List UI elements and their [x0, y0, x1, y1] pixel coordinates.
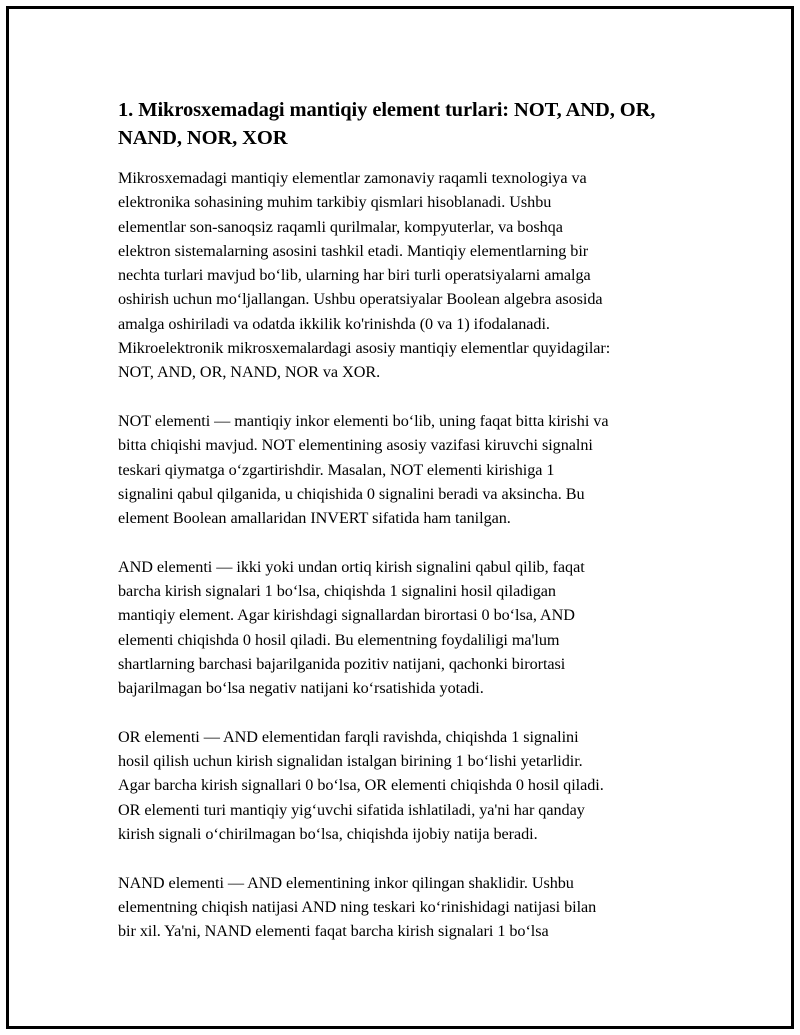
- text-line: kirish signali o‘chirilmagan bo‘lsa, chiqishda ijobiy natija beradi.: [118, 825, 538, 844]
- heading-line: NAND, NOR, XOR: [118, 127, 288, 149]
- text-line: shartlarning barchasi bajarilganida pozitiv natijani, qachonki birortasi: [118, 654, 566, 673]
- text-line: Mikroelektronik mikrosxemalardagi asosiy mantiqiy elementlar quyidagilar:: [118, 339, 611, 358]
- text-line: nechta turlari mavjud bo‘lib, ularning har biri turli operatsiyalarni amalga: [118, 266, 591, 285]
- heading-line: 1. Mikrosxemadagi mantiqiy element turlari: NOT, AND, OR,: [118, 99, 656, 121]
- paragraph-nand: [118, 871, 683, 944]
- paragraph-and: [118, 555, 683, 701]
- text-line: hosil qilish uchun kirish signalidan istalgan birining 1 bo‘lishi yetarlidir.: [118, 752, 583, 771]
- text-line: Agar barcha kirish signallari 0 bo‘lsa, OR elementi chiqishda 0 hosil qiladi.: [118, 776, 604, 795]
- text-line: bitta chiqishi mavjud. NOT elementining asosiy vazifasi kiruvchi signalni: [118, 436, 593, 455]
- text-line: bajarilmagan bo‘lsa negativ natijani ko‘rsatishida yotadi.: [118, 679, 484, 698]
- text-line: barcha kirish signalari 1 bo‘lsa, chiqishda 1 signalini hosil qiladigan: [118, 582, 556, 601]
- text-line: signalini qabul qilganida, u chiqishida 0 signalini beradi va aksincha. Bu: [118, 484, 585, 503]
- text-line: NOT elementi — mantiqiy inkor elementi bo‘lib, uning faqat bitta kirishi va: [118, 411, 609, 430]
- text-line: teskari qiymatga o‘zgartirishdir. Masalan, NOT elementi kirishiga 1: [118, 460, 555, 479]
- text-line: OR elementi turi mantiqiy yig‘uvchi sifatida ishlatiladi, ya'ni har qanday: [118, 800, 585, 819]
- text-line: elektronika sohasining muhim tarkibiy qismlari hisoblanadi. Ushbu: [118, 193, 552, 212]
- text-line: elektron sistemalarning asosini tashkil etadi. Mantiqiy elementlarning bir: [118, 241, 589, 260]
- text-line: Mikrosxemadagi mantiqiy elementlar zamonaviy raqamli texnologiya va: [118, 169, 587, 187]
- paragraph-not: [118, 409, 683, 530]
- text-line: NAND elementi — AND elementining inkor qilingan shaklidir. Ushbu: [118, 873, 574, 892]
- document-body: [118, 96, 683, 968]
- paragraph-or: [118, 725, 683, 846]
- text-line: NOT, AND, OR, NAND, NOR va XOR.: [118, 363, 381, 382]
- text-line: OR elementi — AND elementidan farqli ravishda, chiqishda 1 signalini: [118, 727, 579, 746]
- text-line: elementi chiqishda 0 hosil qiladi. Bu elementning foydaliligi ma'lum: [118, 630, 560, 649]
- text-line: elementning chiqish natijasi AND ning teskari ko‘rinishidagi natijasi bilan: [118, 897, 597, 916]
- text-line: bir xil. Ya'ni, NAND elementi faqat barcha kirish signalari 1 bo‘lsa: [118, 922, 549, 941]
- text-line: oshirish uchun mo‘ljallangan. Ushbu operatsiyalar Boolean algebra asosida: [118, 290, 603, 309]
- text-line: elementlar son-sanoqsiz raqamli qurilmalar, kompyuterlar, va boshqa: [118, 217, 563, 236]
- text-line: amalga oshiriladi va odatda ikkilik ko'rinishda (0 va 1) ifodalanadi.: [118, 314, 550, 333]
- section-heading: [118, 96, 683, 152]
- text-line: element Boolean amallaridan INVERT sifatida ham tanilgan.: [118, 509, 511, 528]
- paragraph-intro: [118, 166, 683, 385]
- text-line: AND elementi — ikki yoki undan ortiq kirish signalini qabul qilib, faqat: [118, 557, 585, 576]
- text-line: mantiqiy element. Agar kirishdagi signallardan birortasi 0 bo‘lsa, AND: [118, 606, 575, 625]
